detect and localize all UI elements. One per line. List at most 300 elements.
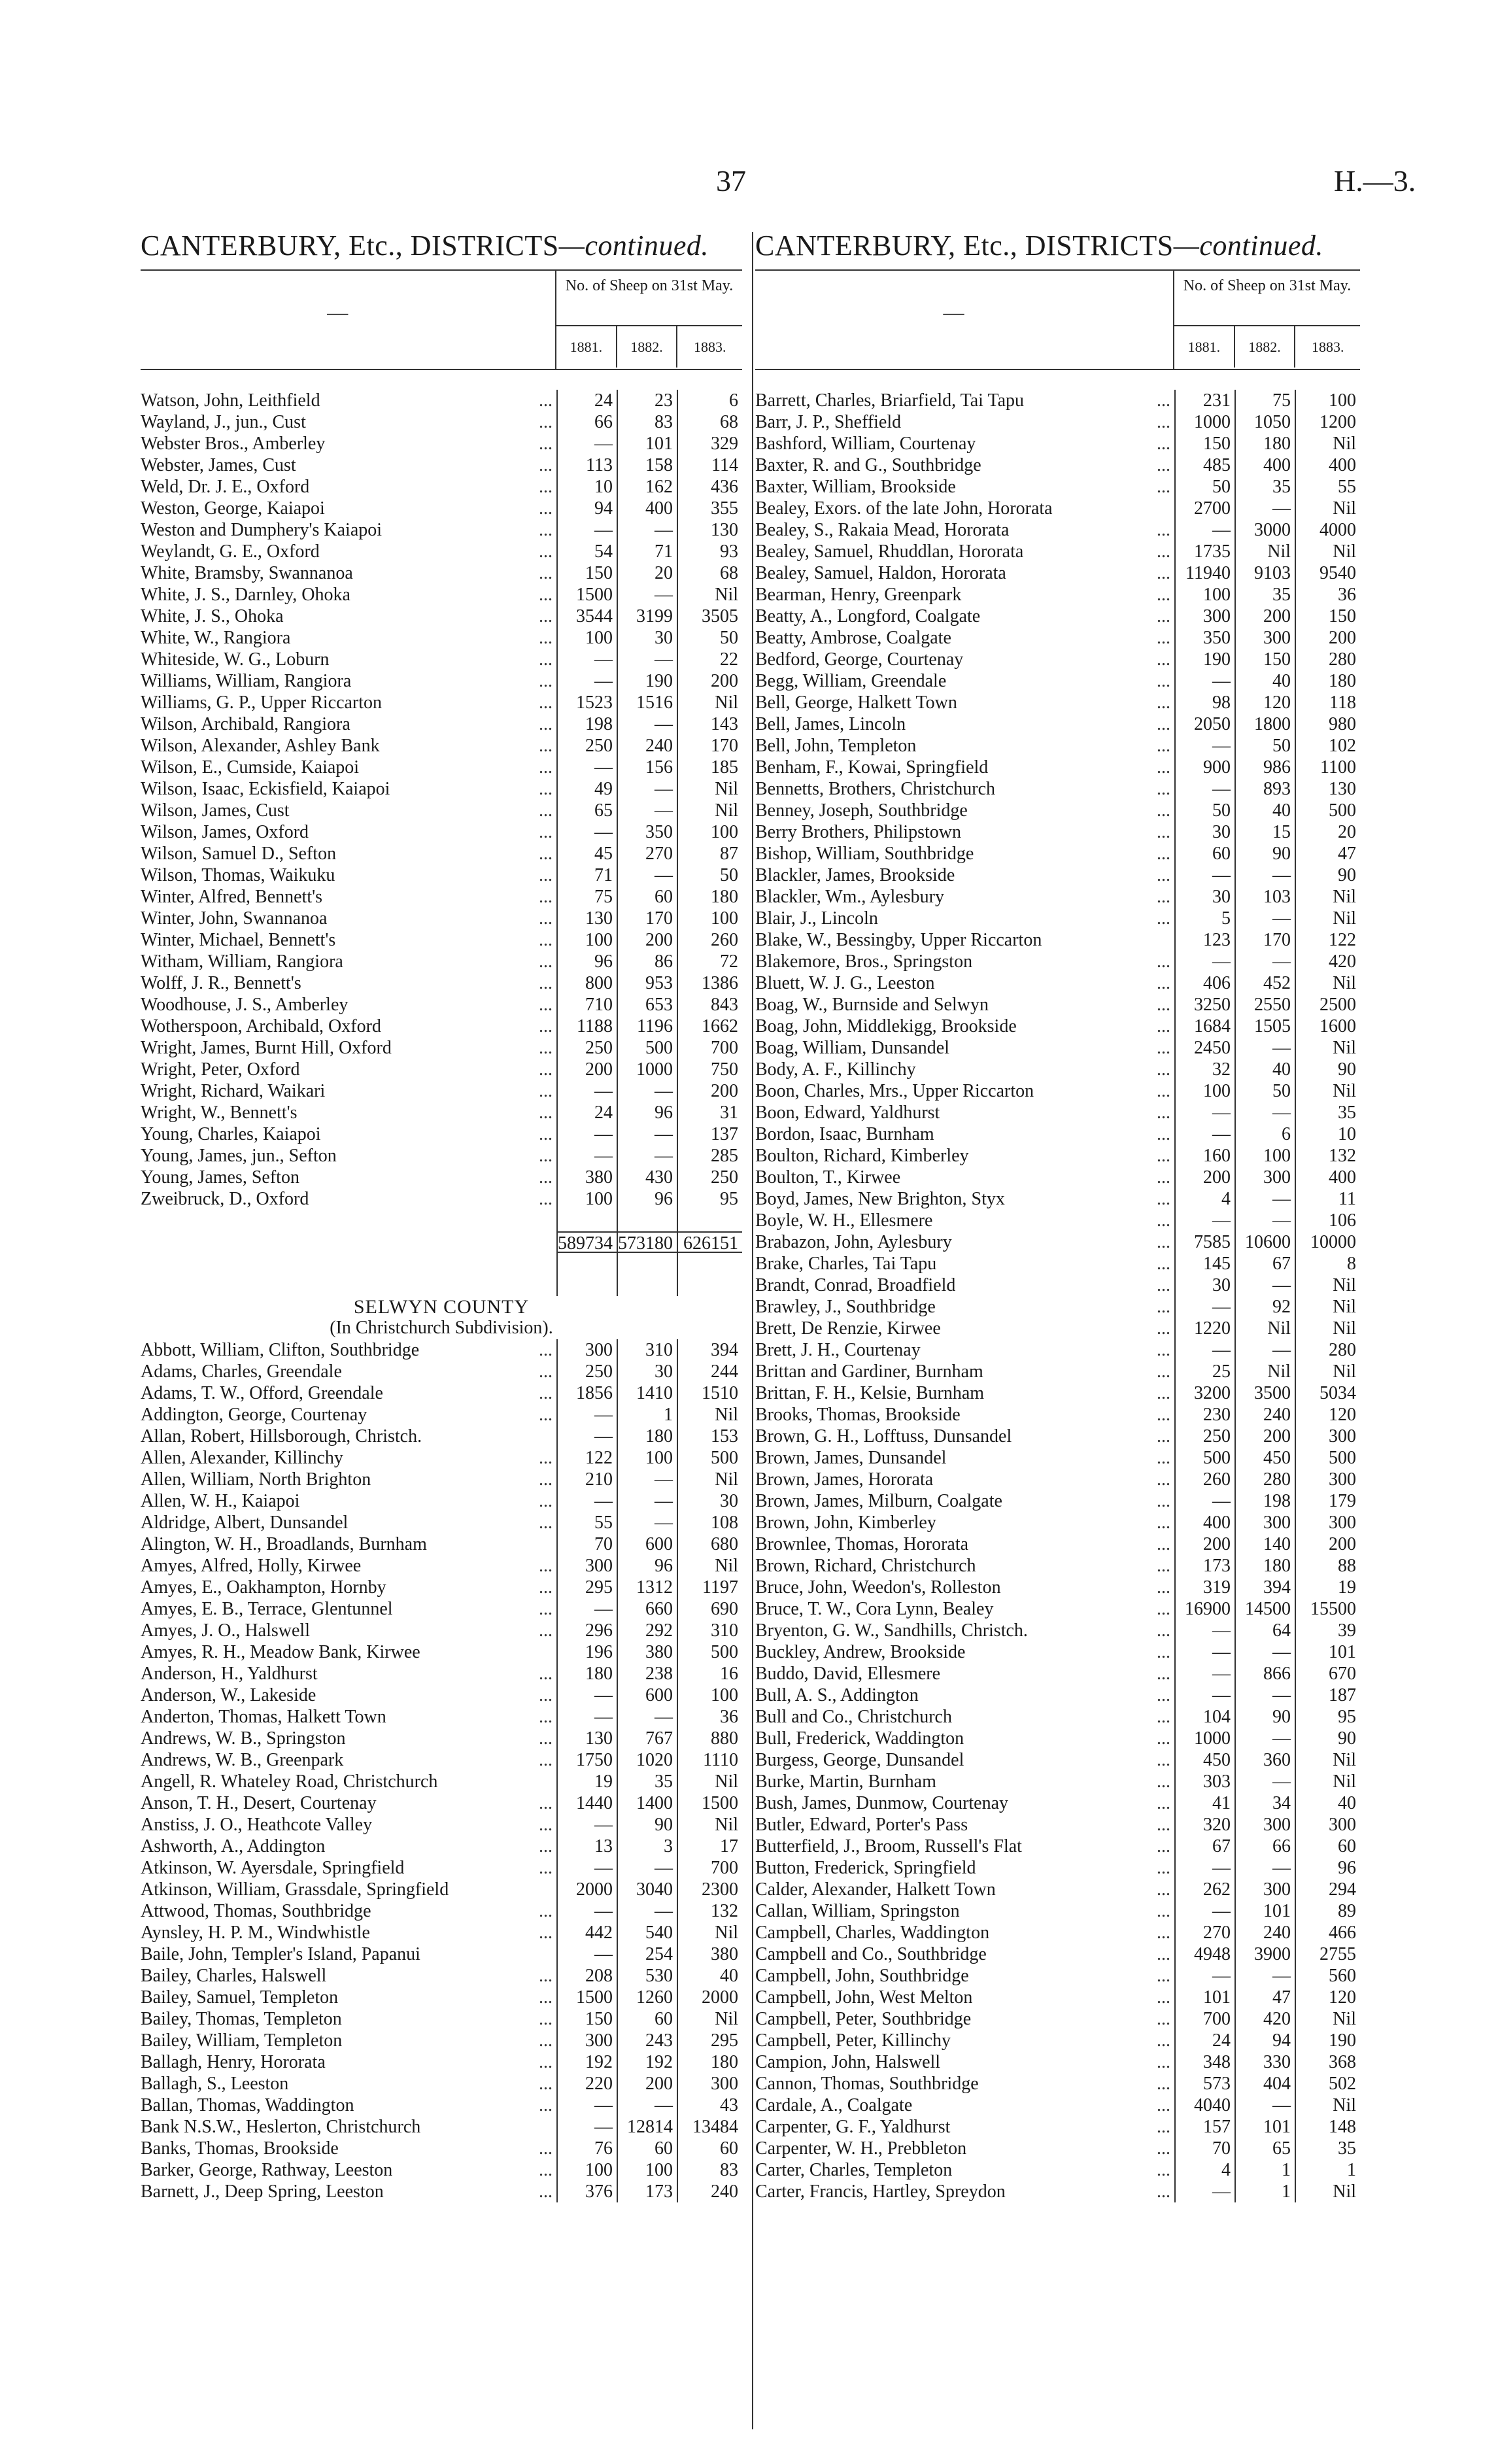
leader-dots: ... (1157, 2181, 1170, 2202)
sheep-1881: 24 (1174, 2030, 1234, 2051)
owner-name: Aynsley, H. P. M., Windwhistle (141, 1922, 370, 1943)
sheep-1882: 100 (617, 2159, 677, 2181)
table-row (141, 951, 742, 972)
sheep-1881: — (556, 1857, 617, 1879)
sheep-1883: 187 (1295, 1685, 1360, 1706)
sheep-1883: 294 (1295, 1879, 1360, 1900)
leader-dots: ... (1157, 1123, 1170, 1144)
owner-name: Boag, W., Burnside and Selwyn (755, 994, 989, 1015)
sheep-1881: — (556, 821, 617, 843)
sheep-1883: 60 (677, 2138, 742, 2159)
owner-name: Calder, Alexander, Halkett Town (755, 1879, 996, 1900)
sheep-1883 (677, 1210, 742, 1231)
owner-name: White, W., Rangiora (141, 627, 291, 648)
table-row (755, 1728, 1360, 1749)
sheep-1881: 250 (556, 1037, 617, 1059)
sheep-1883: 310 (677, 1620, 742, 1641)
sheep-1881: — (556, 1490, 617, 1512)
sheep-1881: — (556, 1404, 617, 1426)
leader-dots: ... (1157, 886, 1170, 907)
owner-name: Weld, Dr. J. E., Oxford (141, 476, 310, 497)
owner-name: Addington, George, Courtenay (141, 1404, 367, 1425)
sheep-1882: 71 (617, 541, 677, 562)
sheep-1881: 100 (556, 627, 617, 649)
table-row (755, 390, 1360, 411)
sheep-1881: — (1174, 735, 1234, 757)
owner-name: Atkinson, William, Grassdale, Springfield (141, 1879, 449, 1900)
sheep-1882: Nil (1234, 1318, 1295, 1339)
table-row (141, 692, 742, 713)
left-year-1881: 1881. (556, 326, 617, 368)
table-row (141, 972, 742, 994)
sheep-1883: 250 (677, 1167, 742, 1188)
table-row (141, 584, 742, 606)
sheep-1881: — (556, 1814, 617, 1836)
sheep-1883: 50 (677, 864, 742, 886)
leader-dots: ... (1157, 1792, 1170, 1813)
leader-dots: ... (1157, 2095, 1170, 2115)
owner-name: Bluett, W. J. G., Leeston (755, 972, 935, 993)
sheep-1881: 76 (556, 2138, 617, 2159)
owner-name: Aldridge, Albert, Dunsandel (141, 1512, 349, 1533)
owner-name: Brown, James, Dunsandel (755, 1447, 947, 1468)
leader-dots: ... (1157, 2116, 1170, 2137)
sheep-1882: 10600 (1234, 1231, 1295, 1253)
sheep-1881: 300 (556, 2030, 617, 2051)
owner-name: Amyes, J. O., Halswell (141, 1620, 310, 1641)
sheep-1881: — (1174, 1339, 1234, 1361)
sheep-1882: — (1234, 1771, 1295, 1792)
sheep-1882: 35 (1234, 476, 1295, 498)
owner-name: Williams, William, Rangiora (141, 670, 352, 691)
sheep-1883: 22 (677, 649, 742, 670)
leader-dots: ... (1157, 1253, 1170, 1274)
table-row (755, 2116, 1360, 2138)
sheep-1883: Nil (677, 1922, 742, 1943)
sheep-1881: — (1174, 1641, 1234, 1663)
owner-name: Wilson, Samuel D., Sefton (141, 843, 337, 864)
table-row (141, 1836, 742, 1857)
sheep-1881: 500 (1174, 1447, 1234, 1469)
table-row (141, 498, 742, 519)
owner-name: Campion, John, Halswell (755, 2051, 941, 2072)
leader-dots: ... (1157, 1296, 1170, 1317)
leader-dots: ... (539, 2159, 553, 2180)
table-row (141, 1490, 742, 1512)
leader-dots: ... (1157, 1016, 1170, 1036)
table-row (755, 821, 1360, 843)
sheep-1882: 310 (617, 1339, 677, 1361)
right-header-caption: No. of Sheep on 31st May. (1174, 271, 1360, 326)
table-row (141, 1749, 742, 1771)
sheep-1881: 100 (556, 929, 617, 951)
sheep-1882: 20 (617, 562, 677, 584)
leader-dots: ... (1157, 951, 1170, 972)
table-row (141, 908, 742, 929)
sheep-1883: 132 (1295, 1145, 1360, 1167)
owner-name: Brooks, Thomas, Brookside (755, 1404, 961, 1425)
sheep-1881: 300 (556, 1339, 617, 1361)
sheep-1882: — (617, 649, 677, 670)
table-row (755, 1188, 1360, 1210)
table-row (141, 1512, 742, 1533)
owner-name: Bedford, George, Courtenay (755, 649, 964, 670)
table-row (141, 1080, 742, 1102)
table-row (755, 1016, 1360, 1037)
leader-dots: ... (1157, 800, 1170, 821)
leader-dots: ... (539, 411, 553, 432)
owner-name: Amyes, E. B., Terrace, Glentunnel (141, 1598, 393, 1619)
sheep-1881: 710 (556, 994, 617, 1016)
table-row (755, 800, 1360, 821)
sheep-1883: 10000 (1295, 1231, 1360, 1253)
sheep-1882: 893 (1234, 778, 1295, 800)
table-row (141, 1728, 742, 1749)
owner-name: Butler, Edward, Porter's Pass (755, 1814, 968, 1835)
sheep-1881: — (1174, 951, 1234, 972)
table-row (755, 713, 1360, 735)
sheep-1881: 573 (1174, 2073, 1234, 2095)
sheep-1883: 148 (1295, 2116, 1360, 2138)
sheep-1882: 240 (1234, 1404, 1295, 1426)
sheep-1881 (556, 1275, 617, 1296)
sheep-1882: 1800 (1234, 713, 1295, 735)
sheep-1881: 200 (1174, 1533, 1234, 1555)
leader-dots: ... (539, 584, 553, 605)
sheep-1882: 100 (617, 1447, 677, 1469)
sheep-1883: 102 (1295, 735, 1360, 757)
sheep-1881: 220 (556, 2073, 617, 2095)
sheep-1882: 1410 (617, 1382, 677, 1404)
left-header-years (556, 326, 742, 368)
sheep-1883: 700 (677, 1857, 742, 1879)
sheep-1881: 700 (1174, 2008, 1234, 2030)
sheep-1882: 573180 (617, 1231, 677, 1253)
sheep-1882: 420 (1234, 2008, 1295, 2030)
sheep-1882: — (617, 584, 677, 606)
table-row (141, 2095, 742, 2116)
sheep-1883 (677, 1275, 742, 1296)
owner-name: Bull, A. S., Addington (755, 1685, 919, 1705)
leader-dots: ... (1157, 649, 1170, 670)
leader-dots: ... (1157, 1059, 1170, 1080)
sheep-1883: 120 (1295, 1987, 1360, 2008)
owner-name: Callan, William, Springston (755, 1900, 960, 1921)
leader-dots: ... (1157, 713, 1170, 734)
sheep-1883: 36 (677, 1706, 742, 1728)
sheep-1881: 11940 (1174, 562, 1234, 584)
table-row (141, 1706, 742, 1728)
leader-dots: ... (539, 778, 553, 799)
owner-name: Anderton, Thomas, Halkett Town (141, 1706, 386, 1727)
owner-name: Carpenter, G. F., Yaldhurst (755, 2116, 951, 2137)
sheep-1882: 101 (1234, 2116, 1295, 2138)
leader-dots: ... (1157, 1555, 1170, 1576)
leader-dots: ... (1157, 1836, 1170, 1857)
sheep-1882: 34 (1234, 1792, 1295, 1814)
sheep-1883: Nil (677, 778, 742, 800)
owner-name: Bailey, Samuel, Templeton (141, 1987, 339, 2008)
sheep-1883: 500 (1295, 800, 1360, 821)
sheep-1882: 1312 (617, 1577, 677, 1598)
sheep-1882: 866 (1234, 1663, 1295, 1685)
leader-dots: ... (539, 1792, 553, 1813)
owner-name: Wolff, J. R., Bennett's (141, 972, 301, 993)
owner-name: Wright, Peter, Oxford (141, 1059, 300, 1080)
left-table-header (141, 269, 742, 370)
sheep-1883: 118 (1295, 692, 1360, 713)
sheep-1882: 30 (617, 627, 677, 649)
leader-dots: ... (1157, 1879, 1170, 1900)
sheep-1881: — (556, 519, 617, 541)
sheep-1882: — (617, 864, 677, 886)
table-row (141, 735, 742, 757)
sheep-1882: 1260 (617, 1987, 677, 2008)
table-row (141, 2051, 742, 2073)
owner-name: Blackler, Wm., Aylesbury (755, 886, 944, 907)
owner-name: Allen, William, North Brighton (141, 1469, 371, 1490)
owner-name: Anstiss, J. O., Heathcote Valley (141, 1814, 373, 1835)
leader-dots: ... (1157, 454, 1170, 475)
leader-dots: ... (1157, 1857, 1170, 1878)
leader-dots: ... (1157, 1943, 1170, 1964)
owner-name: Boon, Edward, Yaldhurst (755, 1102, 940, 1123)
sheep-1881: 100 (1174, 584, 1234, 606)
sheep-1881: 123 (1174, 929, 1234, 951)
leader-dots: ... (1157, 1037, 1170, 1058)
left-header-caption: No. of Sheep on 31st May. (556, 271, 742, 326)
owner-name: Bull and Co., Christchurch (755, 1706, 952, 1727)
owner-name: Carpenter, W. H., Prebbleton (755, 2138, 967, 2159)
table-row (141, 1555, 742, 1577)
table-row (755, 886, 1360, 908)
owner-name: Wright, Richard, Waikari (141, 1080, 326, 1101)
sheep-1881: — (556, 1598, 617, 1620)
leader-dots: ... (539, 1037, 553, 1058)
owner-name: Amyes, E., Oakhampton, Hornby (141, 1577, 386, 1598)
owner-name: Webster, James, Cust (141, 454, 296, 475)
table-row (755, 994, 1360, 1016)
owner-name: Webster Bros., Amberley (141, 433, 326, 454)
owner-name: Blake, W., Bessingby, Upper Riccarton (755, 929, 1042, 950)
sheep-1882: 9103 (1234, 562, 1295, 584)
sheep-1883: 17 (677, 1836, 742, 1857)
table-row (141, 2138, 742, 2159)
sheep-1882: 300 (1234, 1167, 1295, 1188)
owner-name: Weston and Dumphery's Kaiapoi (141, 519, 383, 540)
sheep-1883: 39 (1295, 1620, 1360, 1641)
sheep-1882: 1516 (617, 692, 677, 713)
table-row (755, 1253, 1360, 1275)
owner-name: Burgess, George, Dunsandel (755, 1749, 964, 1770)
left-column-title (141, 229, 742, 269)
sheep-1881 (556, 1253, 617, 1275)
table-row (755, 1469, 1360, 1490)
sheep-1881: 4040 (1174, 2095, 1234, 2116)
sheep-1882: 92 (1234, 1296, 1295, 1318)
sheep-1882: — (617, 2095, 677, 2116)
leader-dots: ... (1157, 1512, 1170, 1533)
owner-name: Baxter, R. and G., Southbridge (755, 454, 981, 475)
sheep-1883: Nil (1295, 1749, 1360, 1771)
sheep-1882: 180 (1234, 1555, 1295, 1577)
sheep-1882: 173 (617, 2181, 677, 2202)
leader-dots: ... (539, 1404, 553, 1425)
leader-dots: ... (539, 1490, 553, 1511)
leader-dots: ... (539, 1188, 553, 1209)
sheep-1881: 98 (1174, 692, 1234, 713)
sheep-1881: 1684 (1174, 1016, 1234, 1037)
leader-dots: ... (1157, 1685, 1170, 1705)
table-row (755, 2030, 1360, 2051)
table-row (755, 1059, 1360, 1080)
sheep-1881: 406 (1174, 972, 1234, 994)
sheep-1883: 1662 (677, 1016, 742, 1037)
table-row (755, 1706, 1360, 1728)
sheep-1883: Nil (677, 800, 742, 821)
owner-name: Attwood, Thomas, Southbridge (141, 1900, 371, 1921)
table-row (141, 1382, 742, 1404)
table-row (141, 562, 742, 584)
sheep-1881: 300 (1174, 606, 1234, 627)
sheep-1882: 394 (1234, 1577, 1295, 1598)
leader-dots: ... (1157, 411, 1170, 432)
owner-name: Wright, James, Burnt Hill, Oxford (141, 1037, 392, 1058)
table-row (141, 843, 742, 864)
owner-name: Campbell, John, Southbridge (755, 1965, 969, 1986)
sheep-1881: 231 (1174, 390, 1234, 411)
sheep-1882: 192 (617, 2051, 677, 2073)
sheep-1881: 70 (556, 1533, 617, 1555)
sheep-1881: — (1174, 1620, 1234, 1641)
sheep-1882: 1400 (617, 1792, 677, 1814)
table-row (141, 1987, 742, 2008)
sheep-1881: 160 (1174, 1145, 1234, 1167)
total-row (141, 1231, 742, 1253)
sheep-1881: 180 (556, 1663, 617, 1685)
leader-dots: ... (1157, 1706, 1170, 1727)
sheep-1883: 1386 (677, 972, 742, 994)
leader-dots: ... (1157, 1641, 1170, 1662)
sheep-1881: 4 (1174, 1188, 1234, 1210)
owner-name: Wilson, Alexander, Ashley Bank (141, 735, 380, 756)
sheep-1881: 250 (1174, 1426, 1234, 1447)
sheep-1883: 106 (1295, 1210, 1360, 1231)
leader-dots: ... (1157, 864, 1170, 885)
sheep-1883: 750 (677, 1059, 742, 1080)
owner-name: Watson, John, Leithfield (141, 390, 320, 411)
owner-name: Carter, Francis, Hartley, Spreydon (755, 2181, 1006, 2202)
sheep-1881: 130 (556, 1728, 617, 1749)
sheep-1883: 700 (677, 1037, 742, 1059)
leader-dots: ... (1157, 757, 1170, 778)
table-row (141, 2073, 742, 2095)
sheep-1883: 400 (1295, 454, 1360, 476)
leader-dots: ... (1157, 1339, 1170, 1360)
leader-dots: ... (539, 1102, 553, 1123)
sheep-1882 (617, 1253, 677, 1275)
sheep-1882: — (617, 1469, 677, 1490)
sheep-1882: 600 (617, 1533, 677, 1555)
sheep-1882: 30 (617, 1361, 677, 1382)
table-row (141, 1965, 742, 1987)
table-row (141, 1167, 742, 1188)
sheep-1882: 1020 (617, 1749, 677, 1771)
sheep-1882: 15 (1234, 821, 1295, 843)
sheep-1882: 156 (617, 757, 677, 778)
sheep-1883: 394 (677, 1339, 742, 1361)
leader-dots: ... (539, 929, 553, 950)
owner-name: Baxter, William, Brookside (755, 476, 956, 497)
owner-name: Ashworth, A., Addington (141, 1836, 326, 1857)
leader-dots: ... (539, 2073, 553, 2094)
right-year-1882: 1882. (1235, 326, 1296, 368)
sheep-1882: — (1234, 498, 1295, 519)
table-row (141, 1598, 742, 1620)
sheep-1881 (556, 1210, 617, 1231)
table-row (755, 951, 1360, 972)
owner-name: Wilson, Archibald, Rangiora (141, 713, 350, 734)
owner-name: Brown, G. H., Lofftuss, Dunsandel (755, 1426, 1012, 1446)
sheep-1881: 303 (1174, 1771, 1234, 1792)
sheep-1882: 292 (617, 1620, 677, 1641)
sheep-1882: — (617, 713, 677, 735)
owner-name: Buddo, David, Ellesmere (755, 1663, 941, 1684)
table-row (755, 735, 1360, 757)
owner-name: Brittan, F. H., Kelsie, Burnham (755, 1382, 985, 1403)
table-row (755, 1598, 1360, 1620)
owner-name: Anderson, H., Yaldhurst (141, 1663, 318, 1684)
table-row (141, 1339, 742, 1361)
owner-name: Beatty, Ambrose, Coalgate (755, 627, 951, 648)
leader-dots: ... (539, 562, 553, 583)
leader-dots: ... (1157, 1426, 1170, 1446)
table-row (141, 390, 742, 411)
leader-dots: ... (539, 1361, 553, 1382)
sheep-1883: 15500 (1295, 1598, 1360, 1620)
sheep-1881: 3250 (1174, 994, 1234, 1016)
table-row (141, 1188, 742, 1210)
owner-name: Amyes, Alfred, Holly, Kirwee (141, 1555, 362, 1576)
sheep-1883: 190 (1295, 2030, 1360, 2051)
sheep-1881: 296 (556, 1620, 617, 1641)
table-row (141, 2116, 742, 2138)
leader-dots: ... (1157, 627, 1170, 648)
right-header-numbers (1174, 271, 1360, 369)
sheep-1882: 47 (1234, 1987, 1295, 2008)
sheep-1881: — (556, 1426, 617, 1447)
sheep-1881: 130 (556, 908, 617, 929)
sheep-1881: 900 (1174, 757, 1234, 778)
leader-dots: ... (1157, 1361, 1170, 1382)
sheep-1881: 67 (1174, 1836, 1234, 1857)
owner-name: Wilson, James, Cust (141, 800, 290, 821)
sheep-1883: 280 (1295, 649, 1360, 670)
leader-dots: ... (539, 864, 553, 885)
leader-dots: ... (539, 800, 553, 821)
leader-dots: ... (539, 1059, 553, 1080)
leader-dots: ... (539, 541, 553, 562)
sheep-1882: 400 (617, 498, 677, 519)
owner-name: Campbell, John, West Melton (755, 1987, 973, 2008)
sheep-1883: 96 (1295, 1857, 1360, 1879)
table-row (755, 1231, 1360, 1253)
sheep-1882: — (617, 1857, 677, 1879)
table-row (141, 864, 742, 886)
section-heading: SELWYN COUNTY (353, 1296, 530, 1318)
sheep-1883: 11 (1295, 1188, 1360, 1210)
sheep-1883: Nil (1295, 908, 1360, 929)
